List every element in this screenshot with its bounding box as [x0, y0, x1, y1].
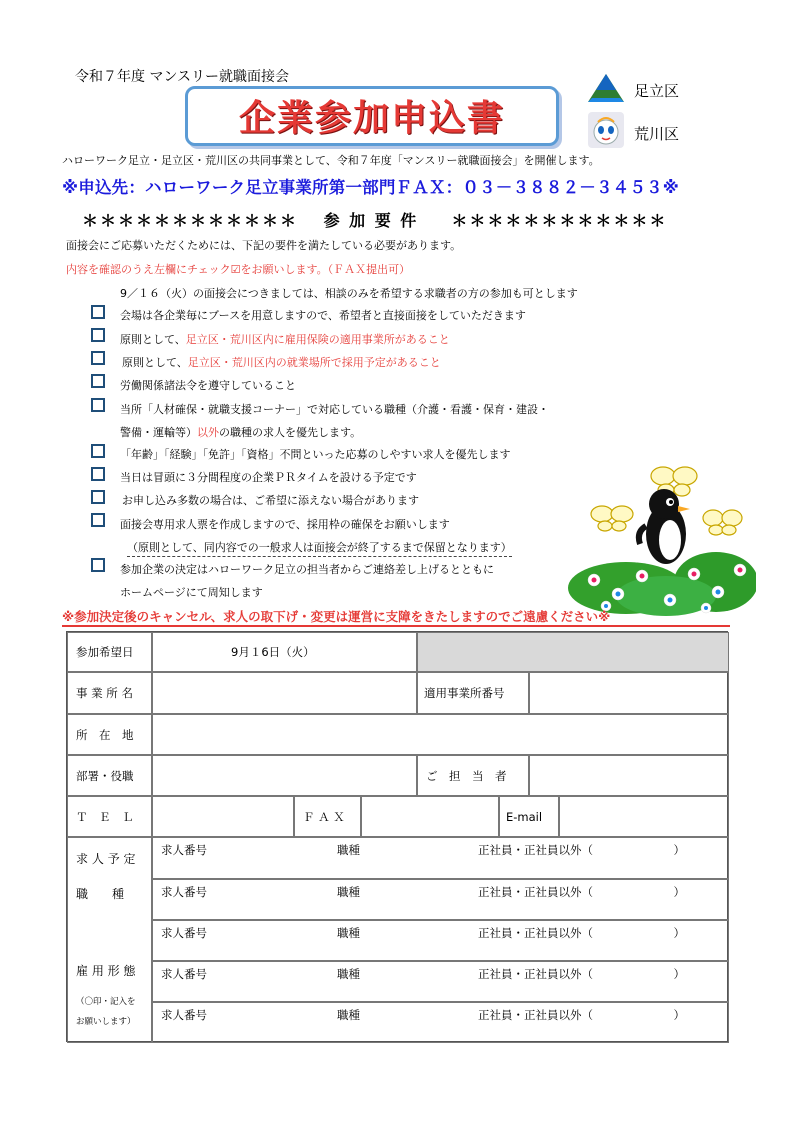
requirements-note: 面接会にご応募いただくためには、下記の要件を満たしている必要があります。 [66, 239, 462, 252]
requirement-checkbox-10[interactable] [91, 558, 105, 572]
employment-type-label: 正社員・正社員以外（ ） [478, 967, 685, 981]
requirement-10-line2: ホームページにて周知します [120, 586, 263, 599]
arakawa-ward-mascot-icon [588, 112, 624, 148]
company-name-field[interactable] [152, 672, 417, 714]
job-number-label: 求人番号 [161, 967, 207, 981]
job-row[interactable] [152, 879, 729, 920]
contact-person-label: ご 担 当 者 [417, 755, 529, 796]
requirement-9-line2: （原則として、同内容での一般求人は面接会が終了するまで保留となります） [127, 539, 512, 557]
requirements-heading: ＊＊＊＊＊＊＊＊＊＊＊＊ 参 加 要 件 ＊＊＊＊＊＊＊＊＊＊＊＊ [82, 211, 668, 230]
company-name-label: 事 業 所 名 [67, 672, 152, 714]
requirement-8: お申し込み多数の場合は、ご希望に添えない場合があります [122, 494, 419, 507]
requirement-checkbox-3[interactable] [91, 351, 105, 365]
joint-project-text: ハローワーク足立・足立区・荒川区の共同事業として、令和７年度「マンスリー就職面接会」を開催します。 [62, 154, 600, 167]
requirement-3 [122, 354, 441, 370]
cancellation-notice: ※参加決定後のキャンセル、求人の取下げ・変更は運営に支障をきたしますのでご遠慮ください※ [62, 609, 611, 624]
requirement-checkbox-1[interactable] [91, 305, 105, 319]
page-title: 企業参加申込書 [238, 98, 505, 139]
requirement-5-line1: 当所「人材確保・就職支援コーナー」で対応している職種（介護・看護・保育・建設・ [120, 403, 549, 416]
job-section-label-line3: 雇 用 形 態 [76, 964, 136, 978]
job-type-label: 職種 [337, 885, 360, 899]
requirement-4: 労働関係諸法令を遵守していること [120, 379, 296, 392]
requirement-5-emphasis: 以外 [197, 426, 219, 439]
job-number-label: 求人番号 [161, 843, 207, 857]
employment-type-label: 正社員・正社員以外（ ） [478, 926, 685, 940]
requirement-6: 「年齢」「経験」「免許」「資格」不問といった応募のしやすい求人を優先します [120, 448, 511, 461]
fax-label: Ｆ Ａ Ｘ [294, 796, 361, 837]
requirement-2-prefix: 原則として、 [120, 333, 186, 346]
job-type-label: 職種 [337, 1008, 360, 1022]
requirement-9-line1: 面接会専用求人票を作成しますので、採用枠の確保をお願いします [120, 518, 450, 531]
job-section-label-line4: （〇印・記入を [76, 997, 136, 1007]
requirement-checkbox-8[interactable] [91, 490, 105, 504]
requirement-7: 当日は冒頭に３分間程度の企業ＰＲタイムを設ける予定です [120, 471, 417, 484]
contact-person-field[interactable] [529, 755, 729, 796]
requirement-5-line2-prefix: 警備・運輸等） [120, 426, 197, 439]
job-section-label-line2: 職 種 [76, 887, 125, 901]
date-consultation-note: 9／１６（火）の面接会につきましては、相談のみを希望する求職者の方の参加も可とします [120, 287, 578, 300]
cancellation-rule [62, 625, 730, 627]
application-form [66, 631, 728, 1042]
job-section-label [67, 837, 152, 1043]
job-number-label: 求人番号 [161, 1008, 207, 1022]
ward-adachi-label: 足立区 [634, 82, 680, 100]
department-label: 部署・役職 [67, 755, 152, 796]
requirement-2-emphasis: 足立区・荒川区内に雇用保険の適用事業所があること [185, 333, 450, 346]
requirement-checkbox-6[interactable] [91, 444, 105, 458]
requirement-10-line1: 参加企業の決定はハローワーク足立の担当者からご連絡差し上げるとともに [120, 563, 494, 576]
requirement-checkbox-7[interactable] [91, 467, 105, 481]
department-field[interactable] [152, 755, 417, 796]
employment-type-label: 正社員・正社員以外（ ） [478, 1008, 685, 1022]
job-row[interactable] [152, 837, 729, 879]
email-field[interactable] [559, 796, 729, 837]
employment-type-label: 正社員・正社員以外（ ） [478, 885, 685, 899]
requirement-5-line2-suffix: の職種の求人を優先します。 [219, 426, 362, 439]
job-type-label: 職種 [337, 967, 360, 981]
requirement-2 [120, 331, 450, 347]
adachi-ward-logo-icon [586, 72, 626, 104]
requirement-1: 会場は各企業毎にブースを用意しますので、希望者と直接面接をしていただきます [120, 309, 526, 322]
penguin-butterfly-illustration [566, 456, 756, 616]
address-field[interactable] [152, 714, 729, 755]
fax-destination-text: ※申込先：ハローワーク足立事業所第一部門ＦＡＸ：０３－３８８２－３４５３※ [62, 178, 679, 197]
job-number-label: 求人番号 [161, 885, 207, 899]
event-subtitle: 令和７年度 マンスリー就職面接会 [75, 69, 290, 85]
job-type-label: 職種 [337, 926, 360, 940]
address-label: 所 在 地 [67, 714, 152, 755]
tel-field[interactable] [152, 796, 294, 837]
tel-label: Ｔ Ｅ Ｌ [67, 796, 152, 837]
requirement-checkbox-4[interactable] [91, 374, 105, 388]
insurance-number-label: 適用事業所番号 [417, 672, 529, 714]
requirement-checkbox-2[interactable] [91, 328, 105, 342]
date-blank-cell [417, 632, 729, 672]
requirement-3-prefix: 原則として、 [122, 356, 188, 369]
job-row[interactable] [152, 1002, 729, 1043]
requirement-5-line2 [120, 424, 361, 440]
job-section-label-line5: お願いします） [76, 1017, 136, 1027]
ward-arakawa-label: 荒川区 [634, 125, 680, 143]
requirement-checkbox-9[interactable] [91, 513, 105, 527]
email-label: E-mail [499, 796, 559, 837]
check-instruction: 内容を確認のうえ左欄にチェック☑をお願いします。（ＦＡＸ提出可） [66, 263, 411, 276]
requirement-3-emphasis: 足立区・荒川区内の就業場所で採用予定があること [187, 356, 441, 369]
job-number-label: 求人番号 [161, 926, 207, 940]
employment-type-label: 正社員・正社員以外（ ） [478, 843, 685, 857]
requirement-checkbox-5[interactable] [91, 398, 105, 412]
job-row[interactable] [152, 961, 729, 1002]
date-value: 9月１6日（火） [152, 632, 417, 672]
date-label: 参加希望日 [67, 632, 152, 672]
job-type-label: 職種 [337, 843, 360, 857]
insurance-number-field[interactable] [529, 672, 729, 714]
job-row[interactable] [152, 920, 729, 961]
job-section-label-line1: 求 人 予 定 [76, 852, 136, 866]
fax-field[interactable] [361, 796, 499, 837]
